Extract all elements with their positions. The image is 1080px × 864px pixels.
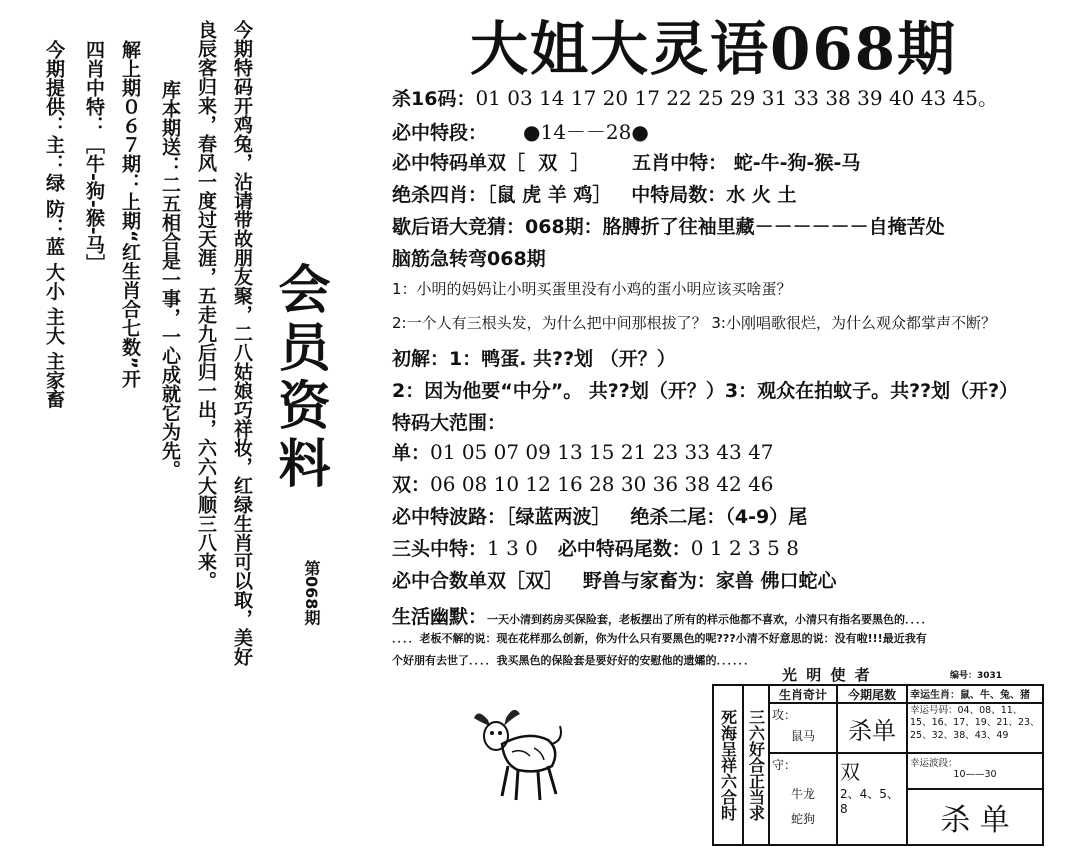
kill-odd-small: 杀单	[848, 716, 896, 745]
first-answer: 初解：1：鸭蛋. 共??划 （开？）	[392, 348, 676, 370]
beast-livestock: 家兽 佛口蛇心	[715, 570, 837, 592]
tail-numbers: 0 1 2 3 5 8	[690, 536, 799, 560]
member-info-title: 会员资料	[269, 262, 330, 494]
answer-2-3: 2：因为他要“中分”。 共??划（开？）3：观众在拍蚊子。共??划（开?）	[392, 380, 1019, 402]
tail-values: 2、4、5、8	[840, 787, 899, 816]
lucky-zodiac: 幸运生肖：鼠、牛、兔、猪	[907, 685, 1043, 703]
col-tail-header: 今期尾数	[837, 685, 907, 703]
ox-icon	[468, 700, 568, 810]
special-range: ●14－－28●	[523, 120, 649, 144]
humor-line-1: 生活幽默：一天小清到药房买保险套，老板摆出了所有的样示他都不喜欢，小清只有指名要黑色的．．．．	[392, 606, 933, 628]
kill-four-zodiac-line: 绝杀四肖：［鼠 虎 羊 鸡］ 中特局数：水 火 土	[392, 184, 797, 206]
sum-odd-even: 双	[525, 570, 545, 592]
even-big: 双	[840, 760, 860, 784]
question-1: 1：小明的妈妈让小明买蛋里没有小鸡的蛋小明应该买啥蛋？	[392, 280, 792, 298]
vertical-text-col6: 今期提供：主：绿 防：蓝 大小 主大 主家畜	[43, 40, 65, 409]
question-2-3: 2:一个人有三根头发，为什么把中间那根拔了？ 3:小刚唱歌很烂，为什么观众都掌声不断？	[392, 314, 996, 332]
kill-two-tails: （4-9）尾	[725, 506, 808, 528]
humor-line-2: ．．．．老板不解的说：现在花样那么创新，你为什么只有要黑色的呢???小清不好意思的说：没有啦!!!最近我有	[392, 632, 927, 645]
odd-numbers: 01 05 07 09 13 15 21 23 33 43 47	[430, 440, 774, 464]
special-scope-title: 特码大范围：	[392, 412, 507, 434]
col-zodiac-header: 生肖奇计	[769, 685, 837, 703]
lucky-numbers: 04、08、11、15、16、17、19、21、23、25、32、38、43、49	[910, 705, 1040, 741]
riddle-line: 歇后语大竞猜：068期：胳膊折了往袖里藏－－－－－－自掩苦处	[392, 216, 945, 238]
kill-four-zodiac: 鼠 虎 羊 鸡	[496, 184, 593, 206]
vertical-text-col1: 今期特码开鸡兔，沾请带故朋友聚，二八姑娘巧祥妆，红绿生肖可以取，美好	[231, 20, 253, 666]
sum-odd-even-line: 必中合数单双［双］ 野兽与家畜为：家兽 佛口蛇心	[392, 570, 837, 592]
humor-line-3: 个好朋有去世了．．．．我买黑色的保险套是要好好的安慰他的遗孀的．．．．．．	[392, 654, 755, 667]
vertical-text-col2: 良辰客归来，春风一度过天涯，五走九后归一出，六六大顺三八来。	[195, 20, 217, 590]
wave-value: 绿蓝两波	[515, 506, 592, 528]
table-header: 光 明 使 者	[782, 666, 872, 684]
defend-value-2: 蛇狗	[790, 812, 815, 826]
kill-16-codes-line: 杀16码：01 03 14 17 20 17 22 25 29 31 33 38 39 40 43 45。	[392, 86, 999, 110]
odd-numbers-line: 单：01 05 07 09 13 15 21 23 33 43 47	[392, 440, 774, 464]
issue-number: 第068期	[302, 560, 321, 626]
odd-even-value: 双	[538, 152, 558, 174]
fortune-table: 死海呈祥六合时 三六好合正当求 生肖奇计 今期尾数 幸运生肖：鼠、牛、兔、猪 攻： 鼠马 杀单 幸运号码：04、08、11、15、16、17、19、21、23、25、32、38、43、49 守： 牛龙 蛇狗 双 2、4、5、8 幸运波段： 10——30 杀 单	[712, 684, 1044, 846]
three-heads-line: 三头中特：1 3 0 必中特码尾数：0 1 2 3 5 8	[392, 536, 799, 560]
attack-value: 鼠马	[790, 729, 815, 743]
odd-even-line: 必中特码单双［ 双 ］ 五肖中特： 蛇-牛-狗-猴-马	[392, 152, 861, 174]
kill-16-codes: 01 03 14 17 20 17 22 25 29 31 33 38 39 40 43 45。	[475, 86, 999, 110]
vertical-text-col5: 四肖中特：［牛-狗-猴-马］	[83, 40, 105, 273]
defend-label: 守：	[772, 758, 797, 772]
table-code: 编号：3031	[950, 671, 1003, 681]
kill-odd-big: 杀 单	[940, 803, 1010, 838]
vertical-mid-text: 三六好合正当求	[746, 709, 766, 821]
special-range-line: 必中特段： ●14－－28●	[392, 120, 649, 144]
three-heads: 1 3 0	[487, 536, 538, 560]
attack-label: 攻：	[772, 708, 797, 722]
brain-teaser-title: 脑筋急转弯068期	[392, 248, 546, 270]
vertical-left-text: 死海呈祥六合时	[718, 709, 738, 821]
five-zodiac: 蛇-牛-狗-猴-马	[733, 152, 861, 174]
vertical-text-col3: 库本期送：二五相合是一事，一心成就它为先。	[159, 80, 181, 479]
page-title: 大姐大灵语068期	[470, 15, 958, 83]
riddle-text: 068期：胳膊折了往袖里藏－－－－－－自掩苦处	[525, 216, 945, 238]
even-numbers-line: 双：06 08 10 12 16 28 30 36 38 42 46	[392, 472, 774, 496]
even-numbers: 06 08 10 12 16 28 30 36 38 42 46	[430, 472, 774, 496]
wave-line: 必中特波路：［绿蓝两波］ 绝杀二尾：（4-9）尾	[392, 506, 808, 528]
lucky-wave: 10——30	[953, 769, 997, 780]
vertical-text-col4: 解上期０６７期：上期“红生肖合七数”开	[119, 40, 141, 388]
defend-value-1: 牛龙	[790, 787, 815, 801]
element-count: 水 火 土	[726, 184, 797, 206]
